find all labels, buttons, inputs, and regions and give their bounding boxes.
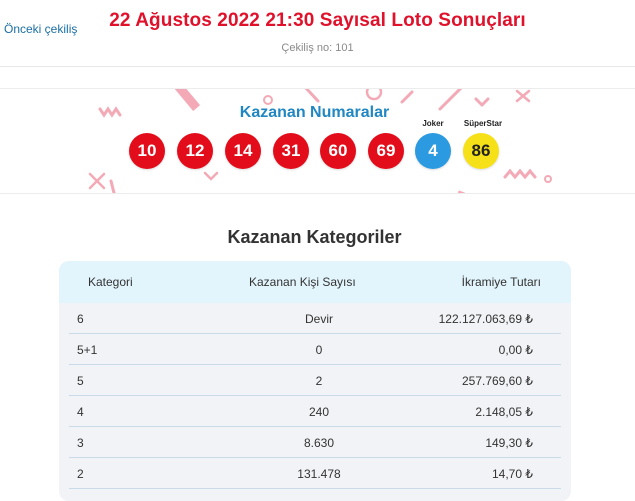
previous-draw-link[interactable]: Önceki çekiliş [4,22,78,36]
table-row [59,427,571,458]
cell-ikramiye: 149,30 ₺ [485,436,533,450]
table-row [59,458,571,489]
cell-kategori: 4 [77,405,84,419]
cell-kategori: 6 [77,312,84,326]
cell-kisi: 240 [308,405,330,419]
cell-ikramiye: 14,70 ₺ [492,467,533,481]
cell-kisi: 0 [315,343,323,357]
column-header-kategori: Kategori [88,275,133,289]
cell-kategori: 3 [77,436,84,450]
table-row [59,396,571,427]
cell-ikramiye: 257.769,60 ₺ [461,374,533,388]
cell-kisi: 8.630 [303,436,335,450]
column-header-kisi: Kazanan Kişi Sayısı [249,275,356,289]
winning-number-ball: 12 [177,133,213,169]
categories-table [59,261,571,501]
winning-number-ball: 69 [368,133,404,169]
cell-ikramiye: 0,00 ₺ [498,343,533,357]
joker-ball: 4 [415,133,451,169]
cell-kisi: Devir [304,312,333,326]
cell-ikramiye: 2.148,05 ₺ [475,405,533,419]
joker-label: Joker [422,119,444,128]
cell-kategori: 2 [77,467,84,481]
cell-kategori: 5 [77,374,84,388]
table-row [59,334,571,365]
header-divider [0,66,635,67]
page-title: 22 Ağustos 2022 21:30 Sayısal Loto Sonuçları [109,10,526,31]
table-header [59,261,571,303]
draw-number: Çekiliş no: 101 [281,42,354,54]
winning-number-ball: 31 [273,133,309,169]
superstar-label: SüperStar [463,119,503,128]
cell-kisi: 131.478 [297,467,341,481]
winning-number-ball: 14 [225,133,261,169]
winning-number-ball: 10 [129,133,165,169]
results-header [0,0,635,66]
table-row [59,303,571,334]
categories-title: Kazanan Kategoriler [227,227,402,247]
cell-kisi: 2 [315,374,323,388]
column-header-ikramiye: İkramiye Tutarı [461,275,541,289]
superstar-ball: 86 [463,133,499,169]
winning-numbers-title: Kazanan Numaralar [239,104,390,121]
cell-kategori: 5+1 [77,343,98,357]
table-row [59,365,571,396]
winning-numbers-panel [0,88,635,194]
winning-number-ball: 60 [320,133,356,169]
cell-ikramiye: 122.127.063,69 ₺ [438,312,533,326]
